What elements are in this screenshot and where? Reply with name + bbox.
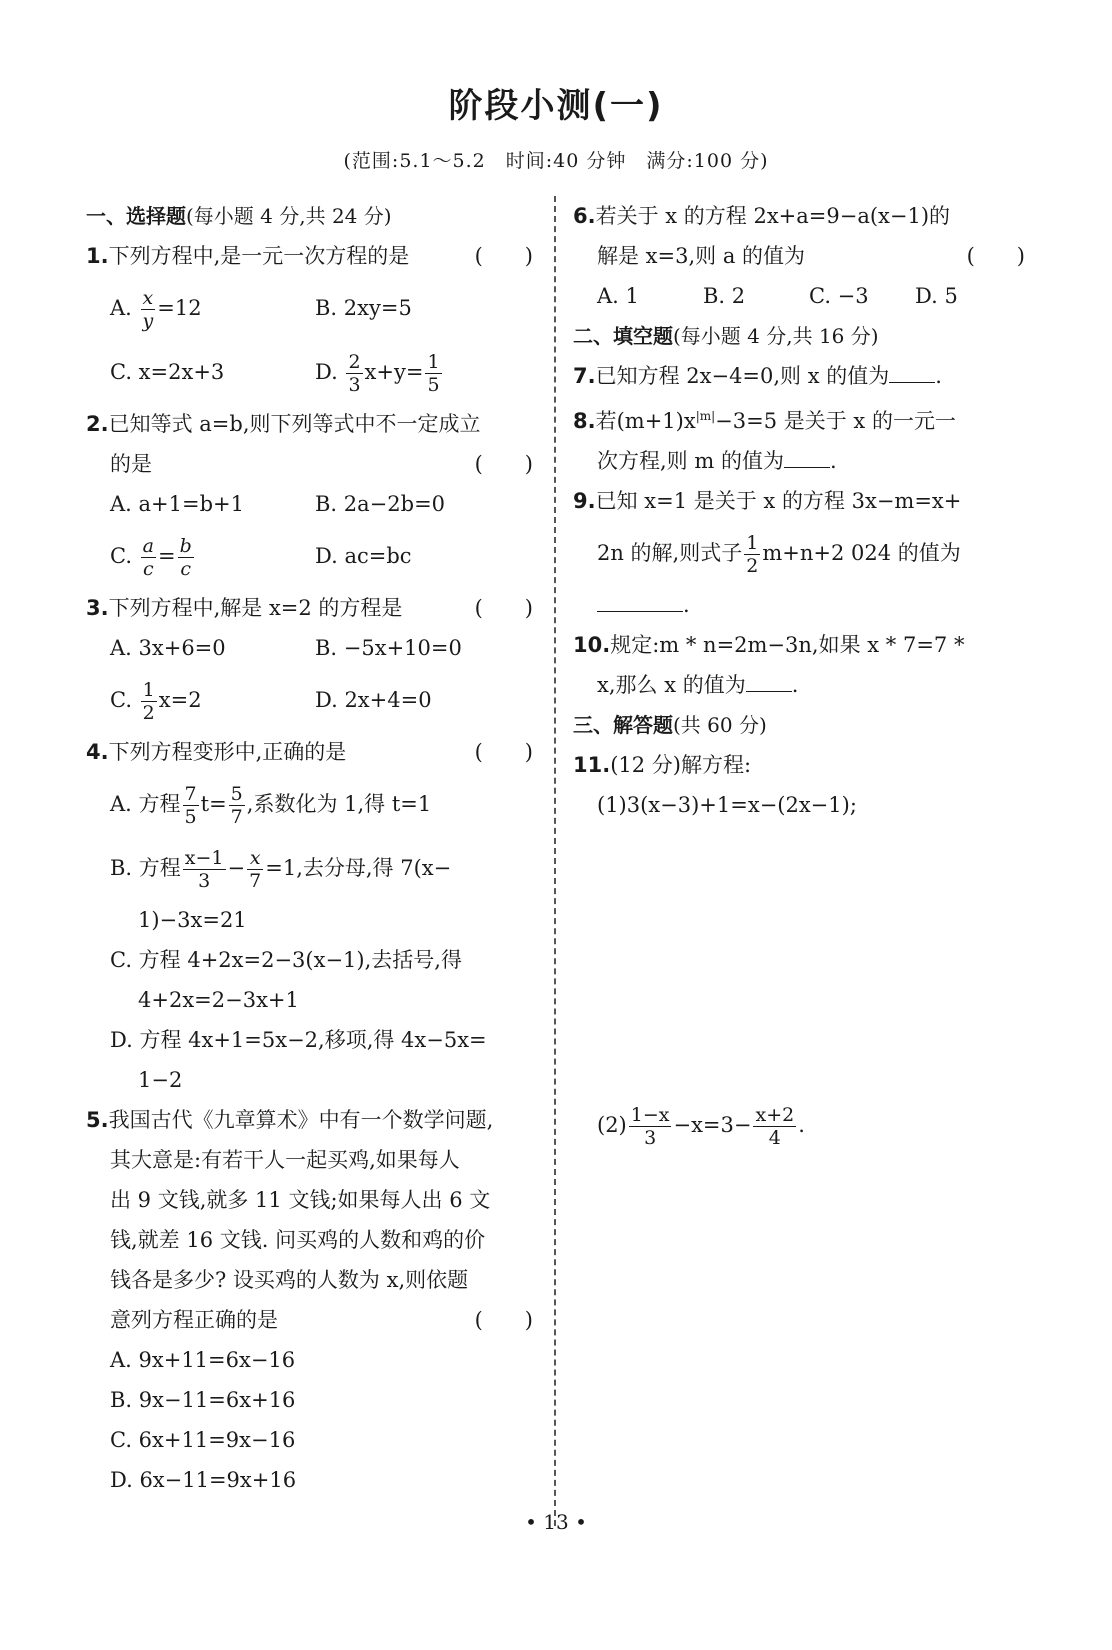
answer-blank[interactable] (784, 441, 830, 468)
question-number: 3. (86, 596, 109, 620)
fraction (425, 351, 441, 396)
option-d[interactable]: D. ac=bc (315, 544, 412, 568)
numerator: 1 (427, 351, 440, 373)
option-a[interactable]: A. 1 (597, 284, 639, 308)
period: . (683, 593, 690, 617)
numerator: a (142, 535, 154, 557)
question-3 (86, 588, 541, 628)
option-d[interactable]: D. 6x−11=9x+16 (110, 1468, 297, 1492)
column-divider (554, 196, 556, 1526)
q1-options-ab (86, 276, 541, 340)
question-10-cont (573, 665, 1033, 705)
denominator: c (180, 558, 192, 580)
section-note: (每小题 4 分,共 24 分) (186, 204, 392, 228)
numerator: x (141, 287, 156, 310)
option-c[interactable]: C. x=2x+3 (110, 360, 225, 384)
question-9 (573, 481, 1033, 521)
answer-blank[interactable] (746, 665, 792, 692)
question-5-line (86, 1300, 541, 1340)
question-number: 1. (86, 244, 109, 268)
q4-option-c-cont: 4+2x=2−3x+1 (138, 988, 299, 1012)
option-label: C. (110, 688, 139, 712)
option-c[interactable] (110, 524, 315, 588)
answer-paren[interactable]: ( ) (474, 740, 533, 764)
numerator: 7 (184, 783, 197, 805)
question-2 (86, 404, 541, 444)
fraction (346, 351, 362, 396)
equation-text: −x=3− (673, 1113, 752, 1137)
fraction (183, 847, 226, 892)
section-label: 一、选择题 (86, 204, 186, 228)
q2-options-cd (86, 524, 541, 588)
section-solve-heading (573, 705, 1033, 745)
question-number: 6. (573, 204, 596, 228)
fraction (247, 847, 263, 892)
question-6 (573, 196, 1033, 236)
section-choice-heading (86, 196, 541, 236)
denominator: 3 (644, 1127, 657, 1149)
question-text: 次方程,则 m 的值为 (597, 449, 784, 473)
question-4 (86, 732, 541, 772)
section-label: 三、解答题 (573, 713, 673, 737)
question-8-cont (573, 441, 1033, 481)
section-fill-heading (573, 316, 1033, 356)
option-label: A. 方程 (110, 792, 181, 816)
option-text: =1,去分母,得 7(x− (265, 856, 452, 880)
option-c[interactable] (110, 668, 315, 732)
answer-paren[interactable]: ( ) (474, 596, 533, 620)
question-1 (86, 236, 541, 276)
option-text: = (158, 544, 176, 568)
q4-option-d-cont: 1−2 (138, 1068, 183, 1092)
question-7 (573, 356, 1033, 396)
question-text: 下列方程中,解是 x=2 的方程是 (108, 596, 403, 620)
question-text: (12 分)解方程: (610, 753, 752, 777)
question-text: 若关于 x 的方程 2x+a=9−a(x−1)的 (595, 204, 951, 228)
option-b[interactable]: B. 2a−2b=0 (315, 492, 446, 516)
right-column (573, 196, 1033, 1487)
option-text: x=2 (158, 688, 202, 712)
question-5-line: 钱,就差 16 文钱. 问买鸡的人数和鸡的价 (110, 1228, 486, 1252)
numerator: 1−x (630, 1104, 670, 1126)
question-10 (573, 625, 1033, 665)
question-number: 10. (573, 633, 611, 657)
question-2-cont (86, 444, 541, 484)
denominator: 3 (198, 870, 211, 892)
denominator: 3 (348, 374, 361, 396)
question-8 (573, 396, 1033, 441)
question-text: 下列方程中,是一元一次方程的是 (108, 244, 410, 268)
fraction (183, 783, 199, 828)
question-number: 4. (86, 740, 109, 764)
answer-blank[interactable] (889, 356, 935, 383)
option-text: t= (200, 792, 227, 816)
option-d[interactable] (315, 340, 520, 404)
q6-options (573, 276, 1033, 316)
question-5 (86, 1100, 541, 1140)
option-label: A. (110, 296, 139, 320)
option-c[interactable]: C. 6x+11=9x−16 (110, 1428, 296, 1452)
denominator: y (142, 310, 154, 332)
q4-option-c[interactable]: C. 方程 4+2x=2−3(x−1),去括号,得 (110, 948, 462, 972)
option-text: − (227, 856, 246, 880)
page-number: • 13 • (525, 1510, 587, 1534)
option-a[interactable]: A. 3x+6=0 (110, 636, 226, 660)
section-note: (每小题 4 分,共 16 分) (673, 324, 879, 348)
option-text: x+y= (364, 360, 424, 384)
part-label: (2) (597, 1113, 627, 1137)
option-a[interactable]: A. a+1=b+1 (110, 492, 244, 516)
q1-options-cd (86, 340, 541, 404)
numerator: 5 (230, 783, 243, 805)
question-11 (573, 745, 1033, 785)
option-a[interactable] (110, 276, 315, 340)
question-number: 8. (573, 409, 596, 433)
q4-option-b-cont: 1)−3x=21 (138, 908, 247, 932)
question-text: m+n+2 024 的值为 (762, 541, 961, 565)
question-number: 7. (573, 364, 596, 388)
numerator: x−1 (184, 847, 224, 869)
option-c[interactable]: C. −3 (809, 284, 869, 308)
q11-part-1: (1)3(x−3)+1=x−(2x−1); (597, 793, 857, 817)
question-text: 已知 x=1 是关于 x 的方程 3x−m=x+ (595, 489, 962, 513)
answer-space[interactable] (573, 1157, 1033, 1487)
fraction (753, 1104, 796, 1149)
denominator: 2 (746, 555, 759, 577)
denominator: 5 (427, 374, 440, 396)
question-text: 下列方程变形中,正确的是 (108, 740, 347, 764)
denominator: 7 (230, 806, 243, 828)
q3-options-ab (86, 628, 541, 668)
fraction (744, 532, 760, 577)
option-d[interactable]: D. 2x+4=0 (315, 688, 432, 712)
period: . (791, 673, 799, 697)
option-text: =12 (157, 296, 202, 320)
fraction (178, 535, 194, 580)
question-number: 2. (86, 412, 109, 436)
denominator: c (143, 558, 154, 580)
option-d[interactable]: D. 5 (915, 284, 958, 308)
question-text: 规定:m * n=2m−3n,如果 x * 7=7 * (610, 633, 965, 657)
option-b[interactable]: B. −5x+10=0 (315, 636, 462, 660)
question-5-line: 钱各是多少? 设买鸡的人数为 x,则依题 (110, 1268, 469, 1292)
q4-option-a[interactable] (86, 772, 541, 836)
numerator: x+2 (755, 1104, 795, 1126)
question-9-answer (573, 585, 1033, 625)
fraction (141, 535, 156, 580)
question-text: 我国古代《九章算术》中有一个数学问题, (108, 1108, 494, 1132)
page-title: 阶段小测(一) (448, 86, 664, 126)
fraction (141, 679, 157, 724)
numerator: b (179, 535, 192, 557)
numerator: x (247, 847, 263, 870)
answer-paren[interactable]: ( ) (474, 452, 533, 476)
fraction (141, 287, 156, 332)
q4-option-d[interactable]: D. 方程 4x+1=5x−2,移项,得 4x−5x= (110, 1028, 487, 1052)
left-column (86, 196, 541, 1500)
question-text: 若(m+1)x (595, 409, 696, 433)
numerator: 1 (746, 532, 759, 554)
question-text: 的是 (110, 452, 152, 476)
question-number: 11. (573, 753, 611, 777)
question-number: 5. (86, 1108, 109, 1132)
fraction (229, 783, 245, 828)
question-5-line: 出 9 文钱,就多 11 文钱;如果每人出 6 文 (110, 1188, 491, 1212)
question-number: 9. (573, 489, 596, 513)
option-b[interactable]: B. 2xy=5 (315, 296, 412, 320)
option-b[interactable]: B. 2 (703, 284, 746, 308)
period: . (829, 449, 837, 473)
answer-blank[interactable] (597, 585, 683, 612)
question-6-cont (573, 236, 1033, 276)
section-label: 二、填空题 (573, 324, 673, 348)
question-9-cont (573, 521, 1033, 585)
option-text: ,系数化为 1,得 t=1 (246, 792, 432, 816)
option-a[interactable]: A. 9x+11=6x−16 (110, 1348, 296, 1372)
exponent: |m| (695, 409, 716, 423)
answer-paren[interactable]: ( ) (966, 244, 1025, 268)
question-text: 已知等式 a=b,则下列等式中不一定成立 (108, 412, 481, 436)
fraction (629, 1104, 672, 1149)
period: . (935, 364, 942, 388)
denominator: 7 (249, 870, 262, 892)
option-label: C. (110, 544, 139, 568)
denominator: 4 (768, 1127, 781, 1149)
question-text: x,那么 x 的值为 (597, 673, 746, 697)
option-label: D. (315, 360, 345, 384)
page-subtitle: (范围:5.1～5.2 时间:40 分钟 满分:100 分) (343, 150, 769, 172)
section-note: (共 60 分) (673, 713, 767, 737)
question-text: 已知方程 2x−4=0,则 x 的值为 (595, 364, 890, 388)
numerator: 2 (348, 351, 361, 373)
option-label: B. 方程 (110, 856, 181, 880)
question-text: −3=5 是关于 x 的一元一 (715, 409, 956, 433)
denominator: 2 (142, 702, 155, 724)
q11-part-2 (573, 1093, 1033, 1157)
question-text: 意列方程正确的是 (110, 1308, 278, 1332)
question-text: 2n 的解,则式子 (597, 541, 743, 565)
q3-options-cd (86, 668, 541, 732)
answer-paren[interactable]: ( ) (474, 1308, 533, 1332)
question-text: 解是 x=3,则 a 的值为 (597, 244, 806, 268)
option-b[interactable]: B. 9x−11=6x+16 (110, 1388, 296, 1412)
answer-space[interactable] (573, 825, 1033, 1093)
numerator: 1 (142, 679, 155, 701)
question-5-line: 其大意是:有若干人一起买鸡,如果每人 (110, 1148, 460, 1172)
q4-option-b[interactable] (86, 836, 541, 900)
answer-paren[interactable]: ( ) (474, 244, 533, 268)
denominator: 5 (184, 806, 197, 828)
period: . (798, 1113, 805, 1137)
q2-options-ab (86, 484, 541, 524)
